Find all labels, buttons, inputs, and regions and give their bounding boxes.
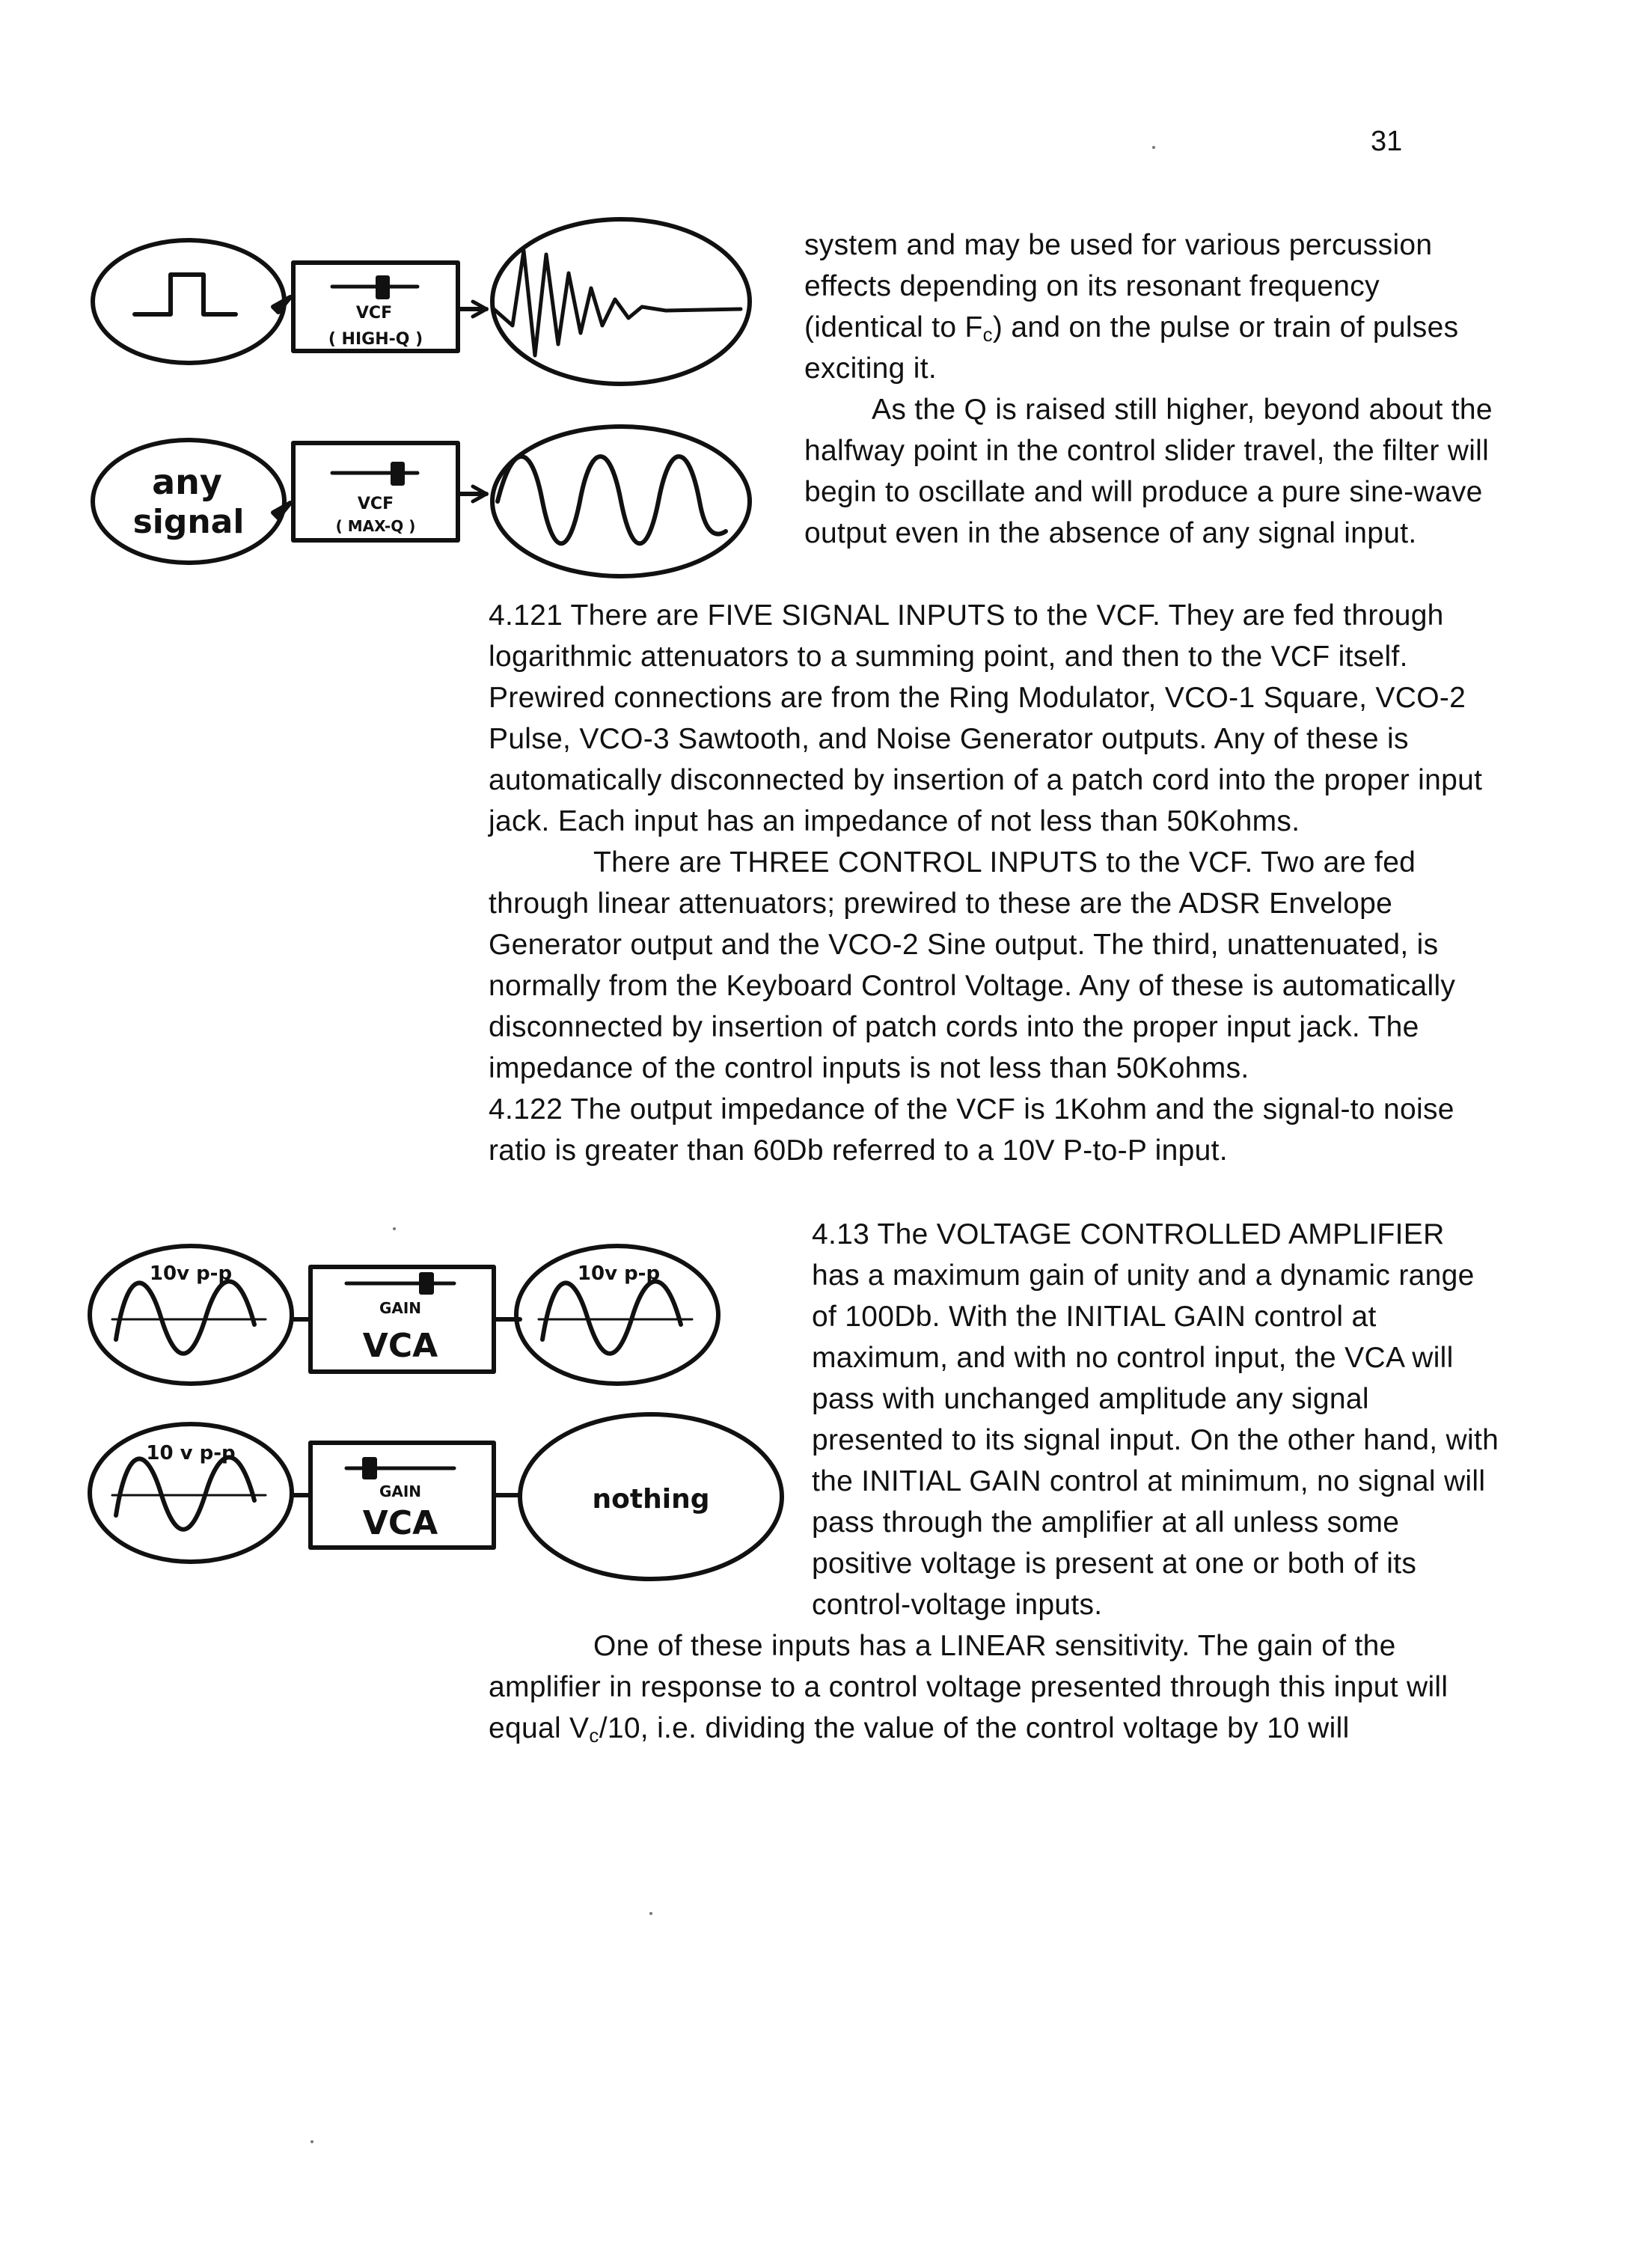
- paragraph-4-121: 4.121 There are FIVE SIGNAL INPUTS to the VCF. They are fed through logarithmic attenuators to a summing point, and then to the VCF itself. Prewired connections are from the Ring Modulator, VCO-1 Square, VCO-2 Pulse, VCO-3 Sawtooth, and Noise Generator outputs. Any of these is automatically disconnected by insertion of a patch cord into the proper input jack. Each input has an impedance of not less than 50Kohms.: [489, 599, 1483, 837]
- scan-speck: [310, 2140, 313, 2143]
- signal-label: signal: [132, 503, 245, 541]
- paragraph: One of these inputs has a LINEAR sensitivity. The gain of the amplifier in response to a control voltage presented through this input will equal $V_c/10$, i.e. dividing the value of the control voltage by 10 will: [489, 1630, 1448, 1747]
- figure-vcf-high-q: [82, 213, 756, 400]
- figure-vca-gain-max: [86, 1238, 759, 1396]
- text-block-vcf-resonance: [804, 224, 1500, 554]
- scan-speck: [1152, 146, 1155, 149]
- high-q-label: ( HIGH-Q ): [328, 330, 423, 349]
- figure-vca-gain-min: [86, 1414, 759, 1586]
- text-block-vca-linear: [489, 1625, 1500, 1749]
- damped-oscillation-icon: [494, 251, 741, 355]
- input-amplitude-label: 10 v p-p: [146, 1442, 236, 1464]
- square-pulse-icon: [135, 275, 236, 314]
- text-block-vcf-inputs: [489, 595, 1500, 1171]
- output-amplitude-label: 10v p-p: [577, 1262, 661, 1285]
- any-label: any: [152, 462, 222, 502]
- vca-label: VCA: [362, 1504, 438, 1542]
- input-amplitude-label: 10v p-p: [149, 1262, 233, 1285]
- gain-label: GAIN: [379, 1299, 422, 1317]
- vcf-label: VCF: [357, 495, 394, 513]
- scan-speck: [649, 1912, 652, 1915]
- vca-label: VCA: [362, 1327, 438, 1365]
- sine-wave-icon: [542, 1281, 681, 1353]
- sine-wave-icon: [116, 1457, 254, 1529]
- paragraph-4-122: 4.122 The output impedance of the VCF is 1Kohm and the signal-to noise ratio is greater than 60Db referred to a 10V P-to-P input.: [489, 1093, 1454, 1167]
- sine-wave-icon: [498, 456, 726, 543]
- vcf-label: VCF: [355, 304, 393, 323]
- paragraph: system and may be used for various percussion effects depending on its resonant frequency (identical to $F_c$) and on the pulse or train of pulses exciting it.: [804, 229, 1459, 385]
- paragraph-4-13: 4.13 The VOLTAGE CONTROLLED AMPLIFIER has a maximum gain of unity and a dynamic range of 100Db. With the INITIAL GAIN control at maximum, and with no control input, the VCA will pass with unchanged amplitude any signal presented to its signal input. On the other hand, with the INITIAL GAIN control at minimum, no signal will pass through the amplifier at all unless some positive voltage is present at one or both of its control-voltage inputs.: [812, 1218, 1499, 1621]
- paragraph: There are THREE CONTROL INPUTS to the VCF. Two are fed through linear attenuators; prewired to these are the ADSR Envelope Generator output and the VCO-2 Sine output. The third, unattenuated, is normally from the Keyboard Control Voltage. Any of these is automatically disconnected by insertion of patch cords into the proper input jack. The impedance of the control inputs is not less than 50Kohms.: [489, 846, 1456, 1084]
- gain-label: GAIN: [379, 1482, 422, 1500]
- figure-vcf-max-q: [82, 419, 756, 606]
- max-q-label: ( MAX-Q ): [335, 517, 416, 535]
- scan-speck: [393, 1227, 396, 1230]
- text-block-vca: [812, 1214, 1500, 1625]
- nothing-label: nothing: [592, 1484, 710, 1515]
- paragraph: As the Q is raised still higher, beyond about the halfway point in the control slider travel, the filter will begin to oscillate and will produce a pure sine-wave output even in the absence of any signal input.: [804, 394, 1493, 549]
- sine-wave-icon: [116, 1281, 254, 1353]
- page-number: 31: [1371, 126, 1403, 157]
